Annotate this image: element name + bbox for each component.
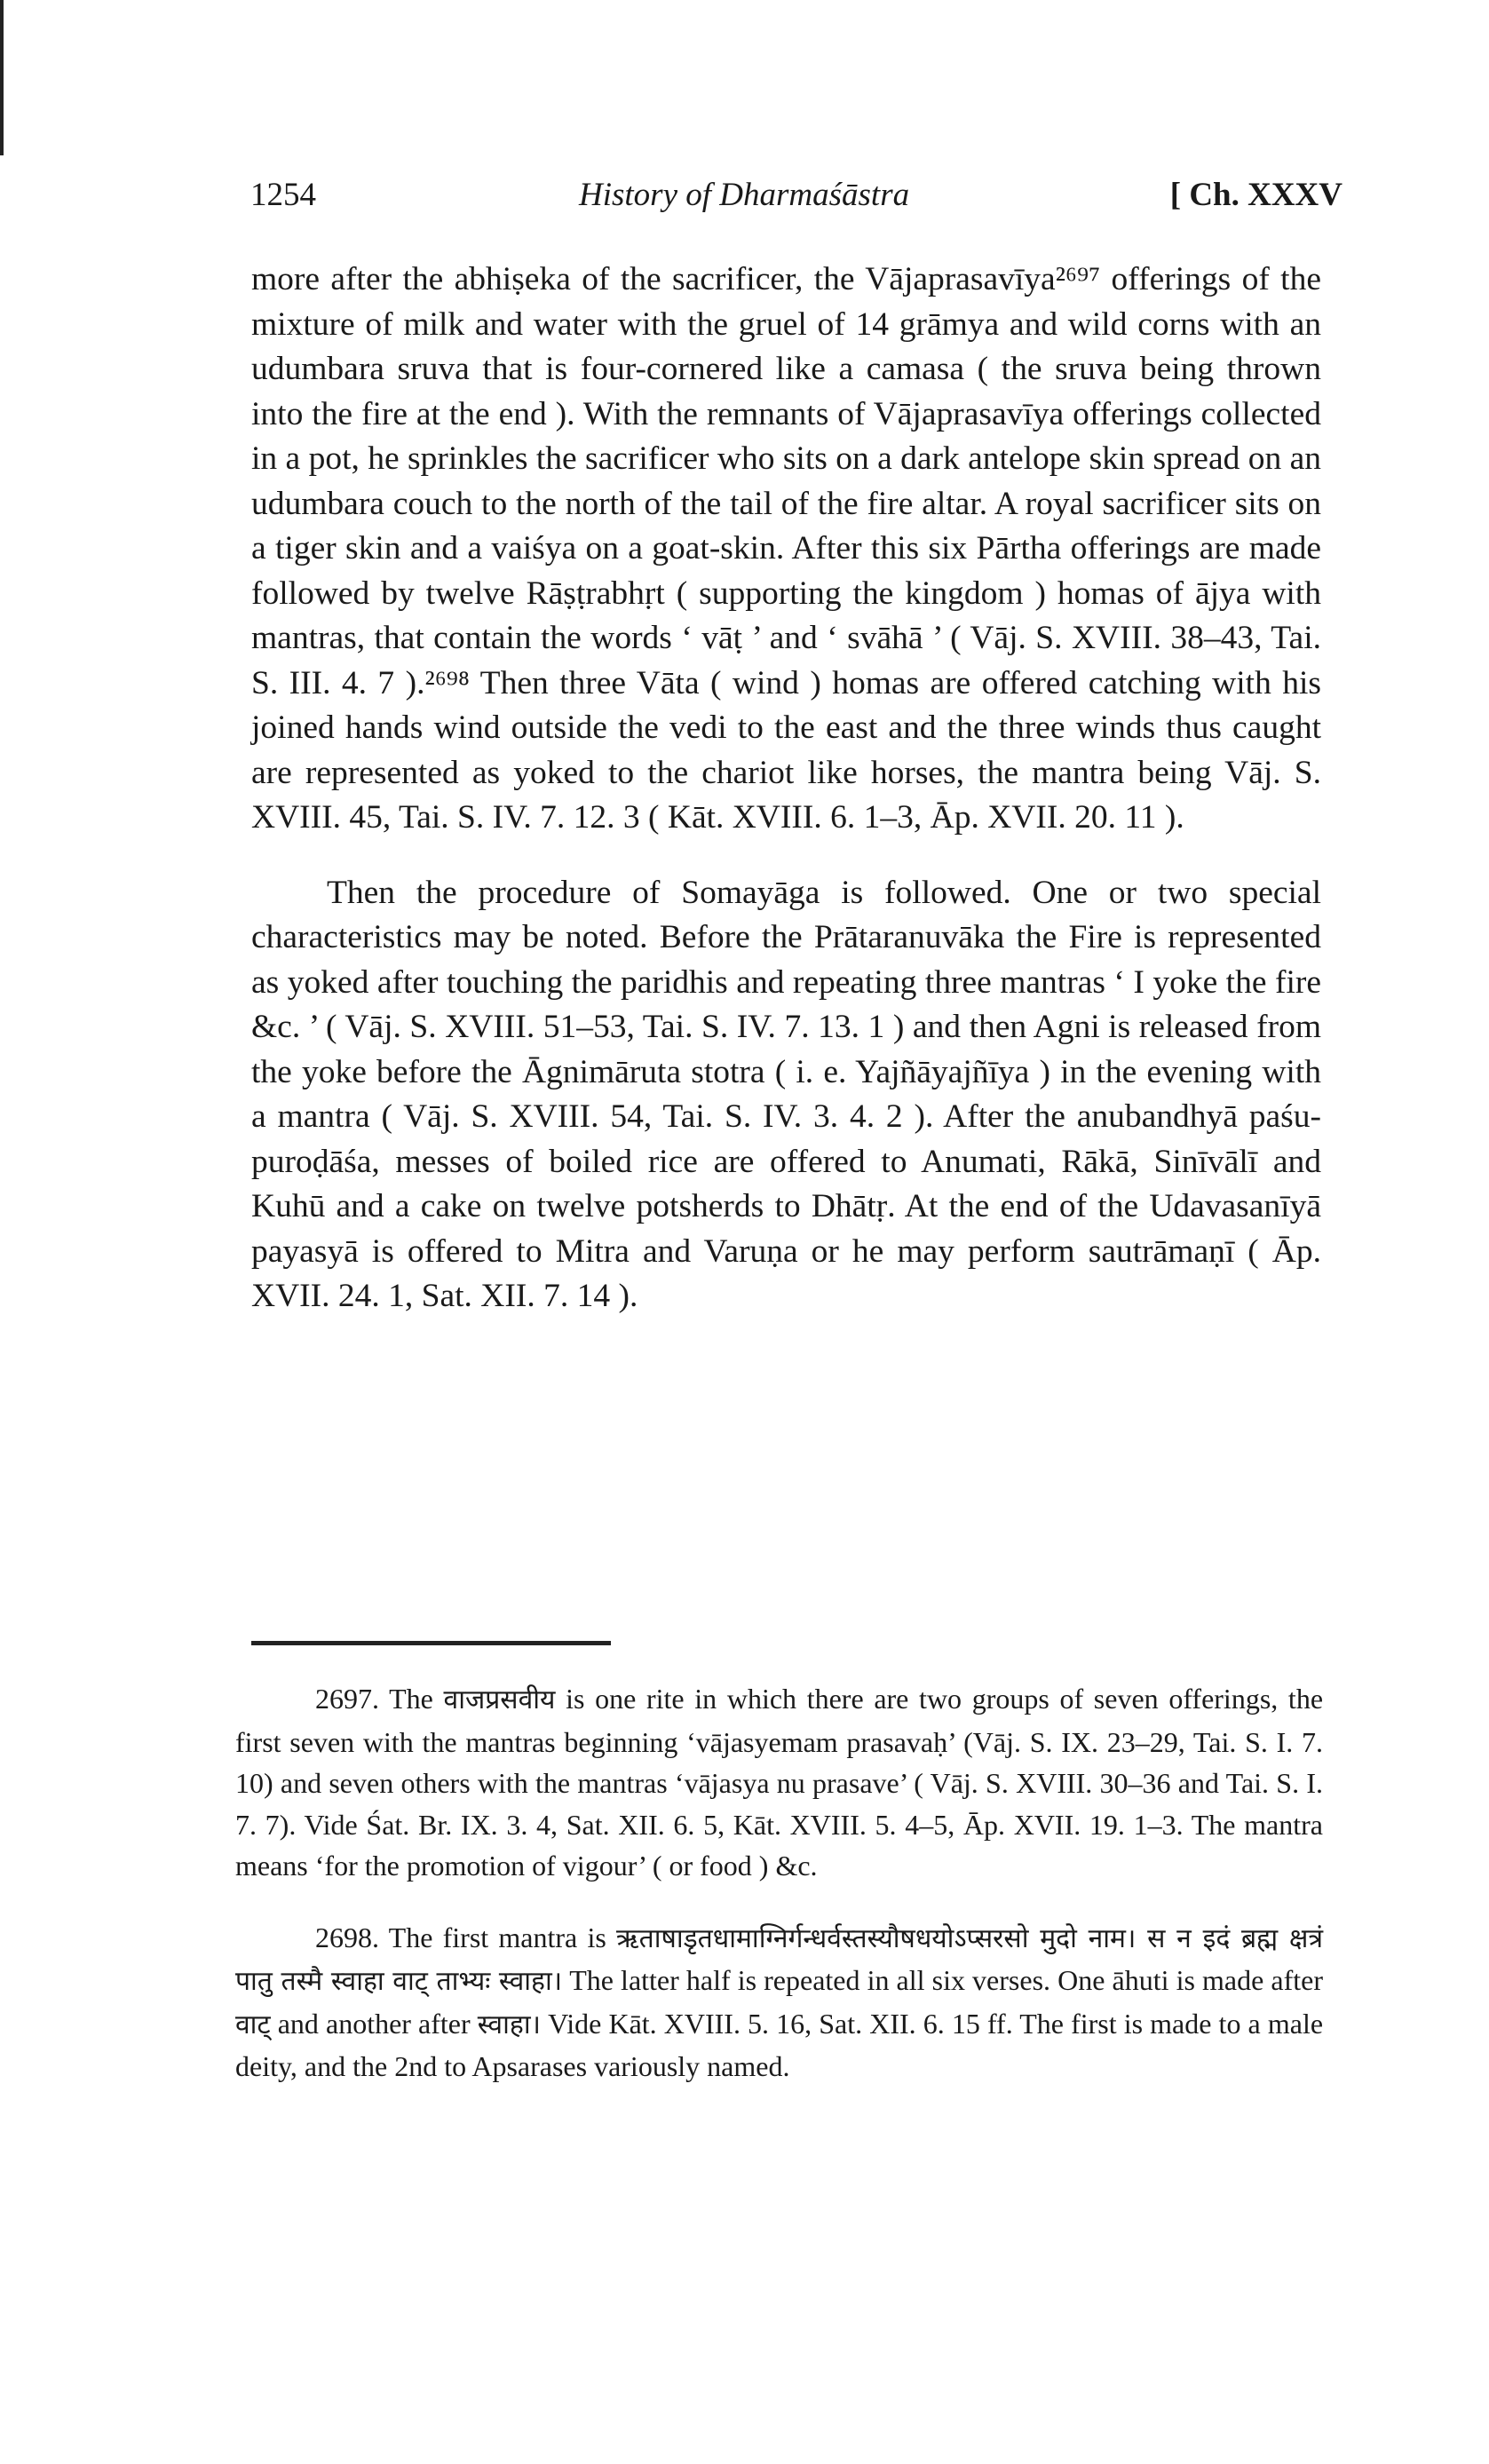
running-header [250,176,1342,229]
chapter-label: [ Ch. XXXV [1169,177,1342,213]
devanagari-term: स्वाहा। [477,2008,541,2040]
footnotes [235,1678,1323,2088]
footnote-2698 [235,1917,1323,2088]
footnote-text: is one rite in which there are two groups of seven offerings, the first seven with the mantras beginning ‘vājasyemam prasavaḥ’ (Vāj. S. IX. 23–29, Tai. S. I. 7. 10) and seven others with the mantras ‘vājasya nu prasave’ ( Vāj. S. XVIII. 30–36 and Tai. S. I. 7. 7). Vide Śat. Br. IX. 3. 4, Sat. XII. 6. 5, Kāt. XVIII. 5. 4–5, Āp. XVII. 19. 1–3. The mantra means ‘for the promotion of vigour’ ( or food ) &c. [235,1683,1324,1882]
footnote-text: Vide Kāt. XVIII. 5. 16, Sat. XII. 6. 15 ff. The first is made to a male deity, and the 2nd to Apsarases variously named. [235,2007,1324,2082]
book-title: History of Dharmaśāstra [579,177,910,213]
devanagari-term: वाजप्रसवीय [443,1684,556,1715]
page-number: 1254 [250,177,316,213]
devanagari-mantra: ऋताषाडृतधामाग्निर्गन्धर्वस्तस्यौषधयोऽप्सरसो मुदो नाम। स न इदं ब्रह्म क्षत्रं पातु तस्मै स्वाहा वाट् ताभ्यः स्वाहा। [235,1922,1324,1997]
footnote-text: 2697. The [315,1683,433,1715]
main-text [251,257,1321,1319]
devanagari-term: वाट् [235,2008,271,2040]
footnote-text: The latter half is repeated in all six verses. One āhuti is made after [569,1964,1324,1996]
footnote-rule [251,1641,611,1645]
footnote-2697 [235,1678,1323,1887]
scan-edge-mark [0,0,4,155]
paragraph: more after the abhiṣeka of the sacrificer, the Vājaprasavīya²⁶⁹⁷ offerings of the mixture of milk and water with the gruel of 14 grāmya and wild corns with an udumbara sruva that is four-cornered like a camasa ( the sruva being thrown into the fire at the end ). With the remnants of Vājaprasavīya offerings collected in a pot, he sprinkles the sacrificer who sits on a dark antelope skin spread on an udumbara couch to the north of the tail of the fire altar. A royal sacrificer sits on a tiger skin and a vaiśya on a goat-skin. After this six Pārtha offerings are made followed by twelve Rāṣṭrabhṛt ( supporting the kingdom ) homas of ājya with mantras, that contain the words ‘ vāṭ ’ and ‘ svāhā ’ ( Vāj. S. XVIII. 38–43, Tai. S. III. 4. 7 ).²⁶⁹⁸ Then three Vāta ( wind ) homas are offered catching with his joined hands wind outside the vedi to the east and the three winds thus caught are represented as yoked to the chariot like horses, the mantra being Vāj. S. XVIII. 45, Tai. S. IV. 7. 12. 3 ( Kāt. XVIII. 6. 1–3, Āp. XVII. 20. 11 ). [251,261,1321,836]
paragraph: Then the procedure of Somayāga is followed. One or two special characteristics may be noted. Before the Prātaranuvāka the Fire is represented as yoked after touching the paridhis and repeating three mantras ‘ I yoke the fire &c. ’ ( Vāj. S. XVIII. 51–53, Tai. S. IV. 7. 13. 1 ) and then Agni is released from the yoke before the Āgnimāruta stotra ( i. e. Yajñāyajñīya ) in the evening with a mantra ( Vāj. S. XVIII. 54, Tai. S. IV. 3. 4. 2 ). After the anubandhyā paśu-puroḍāśa, messes of boiled rice are offered to Anumati, Rākā, Sinīvālī and Kuhū and a cake on twelve potsherds to Dhātṛ. At the end of the Udavasanīyā payasyā is offered to Mitra and Varuṇa or he may perform sautrāmaṇī ( Āp. XVII. 24. 1, Sat. XII. 7. 14 ). [251,874,1321,1314]
footnote-text: and another after [277,2007,471,2040]
footnote-text: 2698. The first mantra is [315,1921,606,1953]
